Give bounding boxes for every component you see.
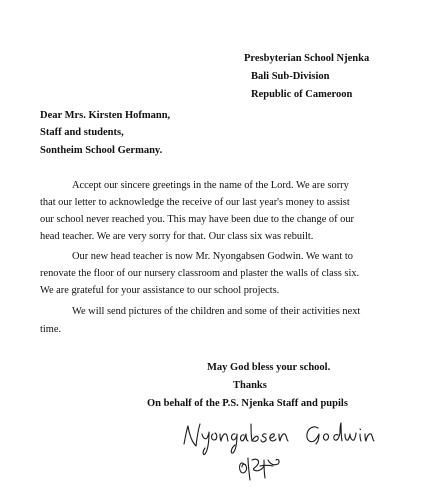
body-line: our school never reached you. This may have been due to the change of our: [40, 214, 355, 225]
body-line: head teacher. We are very sorry for that. Our class six was rebuilt.: [40, 231, 314, 242]
closing-thanks: Thanks: [233, 380, 267, 391]
handwritten-signature: [178, 420, 418, 484]
closing-blessing: May God bless your school.: [207, 362, 331, 373]
body-line: time.: [40, 324, 62, 335]
body-line: We are grateful for your assistance to our school projects.: [40, 285, 280, 296]
salutation-line-3: Sontheim School Germany.: [40, 145, 163, 156]
salutation-line-1: Dear Mrs. Kirsten Hofmann,: [40, 110, 171, 121]
body-line: Accept our sincere greetings in the name of the Lord. We are sorry: [72, 180, 349, 191]
salutation-line-2: Staff and students,: [40, 127, 124, 138]
body-line: that our letter to acknowledge the receive of our last year's money to assist: [40, 197, 350, 208]
sender-address-line-2: Bali Sub-Division: [251, 71, 330, 82]
sender-address-line-3: Republic of Cameroon: [251, 89, 353, 100]
body-line: renovate the floor of our nursery classroom and plaster the walls of class six.: [40, 268, 360, 279]
body-line: We will send pictures of the children and some of their activities next: [72, 306, 361, 317]
closing-on-behalf: On behalf of the P.S. Njenka Staff and pupils: [147, 398, 348, 409]
body-line: Our new head teacher is now Mr. Nyongabsen Godwin. We want to: [72, 251, 353, 262]
sender-address-line-1: Presbyterian School Njenka: [244, 53, 370, 64]
